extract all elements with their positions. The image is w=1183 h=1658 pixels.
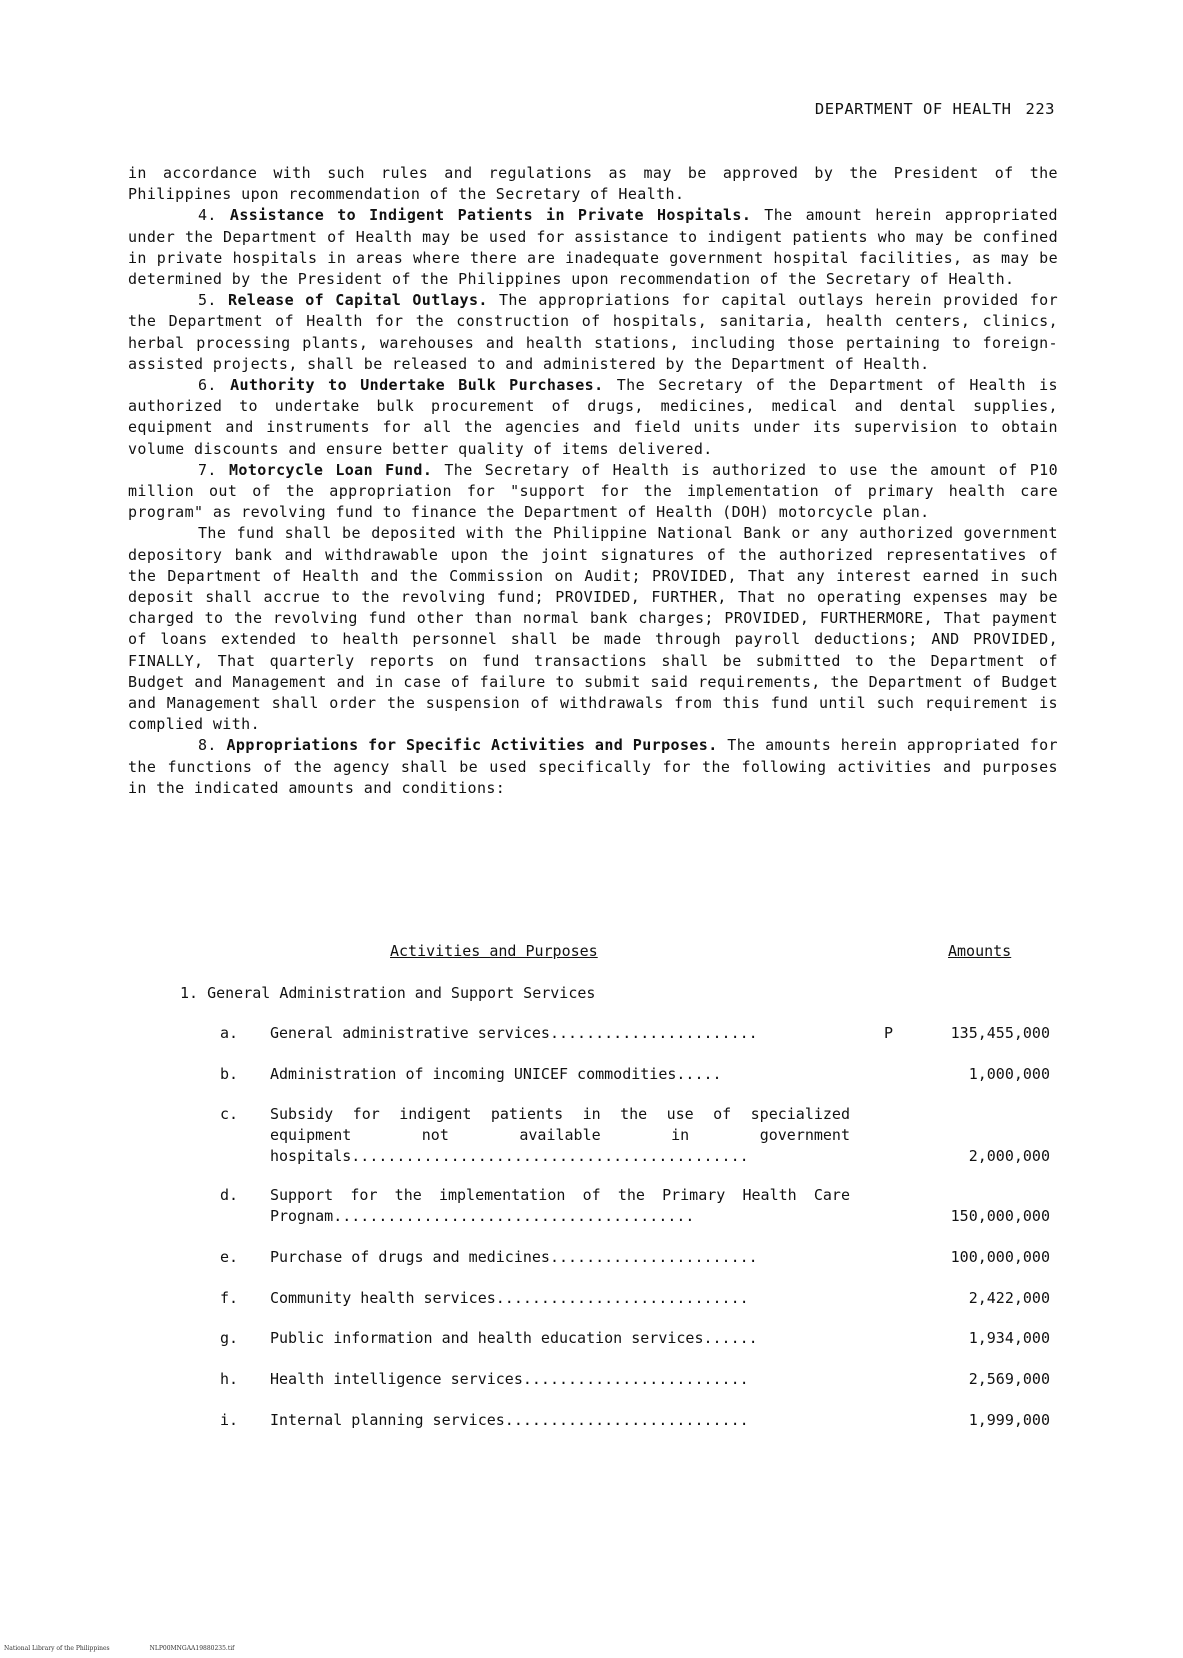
paragraph-4-number: 4. <box>198 206 217 225</box>
paragraph-5-title: Release of Capital Outlays. <box>228 291 488 310</box>
item-description: Subsidy for indigent patients in the use of specialized equipment not available in government hospitals............................................ <box>270 1105 850 1165</box>
item-description: Purchase of drugs and medicines....................... <box>270 1248 758 1266</box>
item-amount: 1,934,000 <box>968 1329 1050 1347</box>
item-letter: g. <box>220 1329 239 1347</box>
item-amount: 100,000,000 <box>950 1248 1050 1266</box>
item-letter: d. <box>220 1186 239 1204</box>
paragraph-7-title: Motorcycle Loan Fund. <box>228 460 433 479</box>
paragraph-8-title: Appropriations for Specific Activities and Purposes. <box>226 736 718 755</box>
paragraph-4 <box>128 205 1058 290</box>
item-description: Community health services............................ <box>270 1289 749 1307</box>
paragraph-5 <box>128 290 1058 375</box>
paragraph-6-title: Authority to Undertake Bulk Purchases. <box>230 376 604 395</box>
item-amount: 2,422,000 <box>968 1289 1050 1307</box>
paragraph-7 <box>128 460 1058 524</box>
item-amount: 1,000,000 <box>968 1065 1050 1083</box>
item-letter: f. <box>220 1289 239 1307</box>
item-letter: b. <box>220 1065 239 1083</box>
running-header <box>815 100 1055 118</box>
paragraph-7-continued: The fund shall be deposited with the Philippine National Bank or any authorized government depository bank and withdrawable upon the joint signatures of the authorized representatives of the Department of Health and the Commission on Audit; PROVIDED, That any interest earned in such deposit shall accrue to the revolving fund; PROVIDED, FURTHER, That no operating expenses may be charged to the revolving fund other than normal bank charges; PROVIDED, FURTHERMORE, That payment of loans extended to health personnel shall be made through payroll deductions; AND PROVIDED, FINALLY, That quarterly reports on fund transactions shall be submitted to the Department of Budget and Management and in case of failure to submit said requirements, the Department of Budget and Management shall order the suspension of withdrawals from this fund until such requirement is complied with. <box>128 524 1058 734</box>
item-amount: 2,000,000 <box>968 1147 1050 1165</box>
paragraph-4-title: Assistance to Indigent Patients in Private Hospitals. <box>229 206 752 225</box>
paragraph-5-number: 5. <box>198 291 217 310</box>
column-header-amounts: Amounts <box>948 942 1012 960</box>
column-header-activities: Activities and Purposes <box>390 942 598 960</box>
item-letter: a. <box>220 1024 239 1042</box>
paragraph-6-number: 6. <box>198 376 217 395</box>
paragraph-5-text: The appropriations for capital outlays herein provided for the Department of Health for the construction of hospitals, sanitaria, health centers, clinics, herbal processing plants, warehouses and health stations, including those pertaining to foreign-assisted projects, shall be released to and administered by the Department of Health. <box>128 291 1058 373</box>
paragraph-8 <box>128 735 1058 799</box>
item-description: General administrative services....................... <box>270 1024 758 1042</box>
page-number: 223 <box>1025 100 1055 118</box>
paragraph-7-text: The Secretary of Health is authorized to use the amount of P10 million out of the appropriation for "support for the implementation of primary health care program" as revolving fund to finance the Department of Health (DOH) motorcycle plan. <box>128 460 1059 522</box>
paragraph-6-text: The Secretary of the Department of Health is authorized to undertake bulk procurement of drugs, medicines, medical and dental supplies, equipment and instruments for all the agencies and field units under its supervision to obtain volume discounts and ensure better quality of items delivered. <box>128 376 1058 458</box>
item-description: Public information and health education services...... <box>270 1329 758 1347</box>
paragraph-8-text: The amounts herein appropriated for the functions of the agency shall be used specifically for the following activities and purposes in the indicated amounts and conditions: <box>128 736 1058 797</box>
item-description: Administration of incoming UNICEF commodities..... <box>270 1065 722 1083</box>
paragraph-7-number: 7. <box>198 460 217 479</box>
footer-filename: NLP00MNGAA19880235.tif <box>149 1645 235 1652</box>
peso-sign: P <box>884 1024 894 1042</box>
footer-library: National Library of the Philippines <box>4 1645 110 1652</box>
section-heading: 1. General Administration and Support Services <box>180 984 596 1002</box>
item-letter: c. <box>220 1105 239 1123</box>
item-description: Support for the implementation of the Primary Health Care Prognam........................................ <box>270 1186 850 1225</box>
paragraph-6 <box>128 375 1058 460</box>
item-amount: 150,000,000 <box>950 1207 1050 1225</box>
item-amount: 135,455,000 <box>950 1024 1050 1042</box>
paragraph-4-text: The amount herein appropriated under the Department of Health may be used for assistance to indigent patients who may be confined in private hospitals in areas where there are inadequate government hospital facilities, as may be determined by the President of the Philippines upon recommendation of the Secretary of Health. <box>128 206 1058 289</box>
paragraph-8-number: 8. <box>198 736 217 755</box>
header-title: DEPARTMENT OF HEALTH <box>814 100 1012 118</box>
item-amount: 2,569,000 <box>968 1370 1050 1388</box>
item-amount: 1,999,000 <box>968 1411 1050 1429</box>
body-text <box>128 163 1058 799</box>
item-description: Health intelligence services......................... <box>270 1370 749 1388</box>
scan-footer <box>4 1645 274 1652</box>
item-letter: h. <box>220 1370 239 1388</box>
item-letter: i. <box>220 1411 239 1429</box>
paragraph-continuation: in accordance with such rules and regulations as may be approved by the President of the Philippines upon recommendation of the Secretary of Health. <box>128 164 1058 204</box>
item-description: Internal planning services........................... <box>270 1411 749 1429</box>
item-letter: e. <box>220 1248 239 1266</box>
